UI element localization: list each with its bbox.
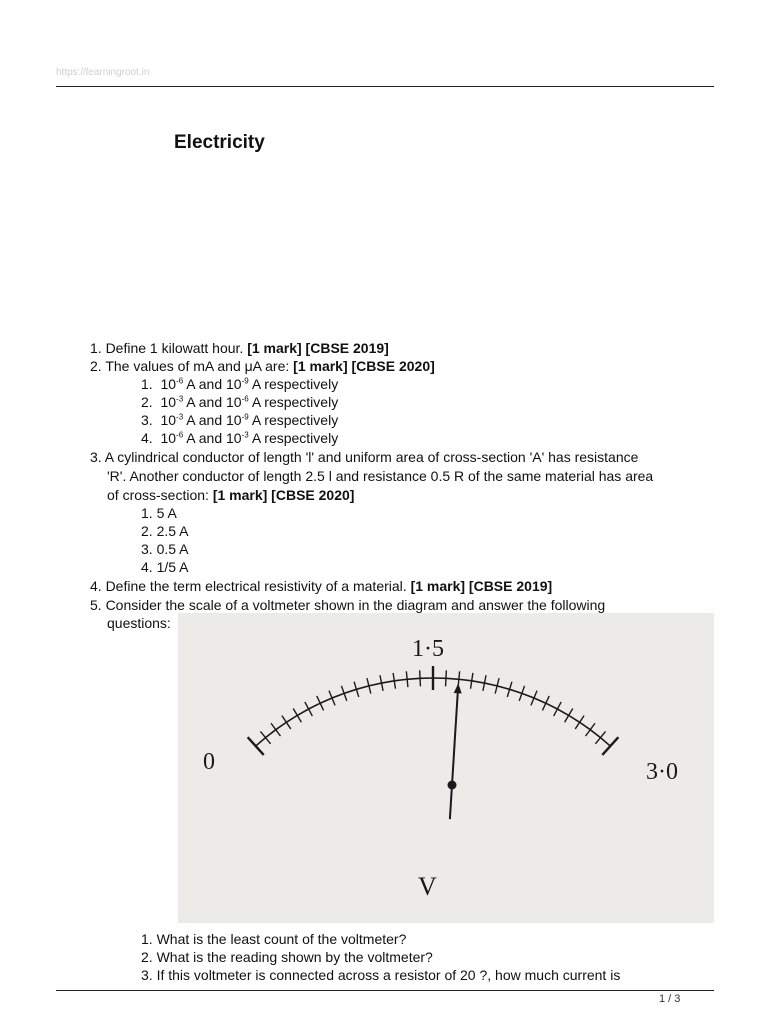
question-5-sub-1: 1. What is the least count of the voltmeter?	[141, 931, 407, 947]
scale-tick	[406, 671, 408, 687]
question-3-line-1: 3. A cylindrical conductor of length 'l' and uniform area of cross-section 'A' has resistance	[90, 449, 639, 465]
question-4: 4. Define the term electrical resistivity of a material. [1 mark] [CBSE 2019]	[90, 578, 553, 594]
scale-ticks	[248, 666, 619, 755]
scale-label-min: 0	[203, 749, 215, 775]
scale-tick	[446, 670, 447, 686]
header-url[interactable]: https://learningroot.in	[56, 67, 150, 78]
question-5-line-2: questions:	[107, 615, 171, 631]
scale-tick	[282, 716, 291, 729]
question-3-line-2: 'R'. Another conductor of length 2.5 l and resistance 0.5 R of the same material has area	[107, 468, 654, 484]
scale-tick	[542, 696, 549, 710]
scale-tick	[260, 731, 270, 743]
page-number: 1 / 3	[659, 993, 681, 1005]
question-3-option-4: 4. 1/5 A	[141, 559, 189, 575]
scale-tick	[248, 737, 264, 755]
footer-rule	[56, 990, 714, 991]
scale-tick	[554, 702, 562, 716]
question-3-line-3: of cross-section: [1 mark] [CBSE 2020]	[107, 487, 355, 503]
question-2	[90, 357, 435, 375]
scale-tick	[420, 670, 421, 686]
question-3-option-1: 1. 5 A	[141, 505, 177, 521]
voltmeter-scale-svg	[178, 613, 714, 923]
question-2-option-2: 2. $10^{-3}$ A and $10^{-6}$ A respectively	[141, 394, 339, 410]
scale-label-mid: 1·5	[412, 636, 444, 662]
needle-tip	[454, 683, 462, 693]
scale-tick	[586, 723, 595, 736]
scale-tick	[317, 696, 324, 710]
question-2-mark: [1 mark] [CBSE 2020]	[293, 358, 435, 374]
question-3-option-2: 2. 2.5 A	[141, 523, 189, 539]
scale-tick	[293, 709, 301, 723]
question-5-sub-2: 2. What is the reading shown by the voltmeter?	[141, 949, 433, 965]
scale-tick	[602, 737, 618, 755]
unit-label: V	[418, 872, 437, 901]
question-4-mark: [1 mark] [CBSE 2019]	[410, 578, 553, 594]
question-2-option-4: 4. $10^{-6}$ A and $10^{-3}$ A respectively	[141, 430, 339, 446]
scale-label-max: 3·0	[646, 759, 678, 785]
scale-tick	[305, 702, 313, 716]
question-2-option-1: 1. $10^{-6}$ A and $10^{-9}$ A respectively	[141, 376, 339, 392]
question-1-mark: [1 mark] [CBSE 2019]	[247, 340, 389, 356]
scale-tick	[595, 731, 605, 743]
question-5-sub-3: 3. If this voltmeter is connected across a resistor of 20 ?, how much current is	[141, 967, 621, 983]
question-5-line-1: 5. Consider the scale of a voltmeter shown in the diagram and answer the following	[90, 597, 606, 613]
page-title: Electricity	[174, 132, 265, 153]
scale-tick	[575, 716, 584, 729]
voltmeter-figure	[178, 613, 714, 923]
question-3-mark: [1 mark] [CBSE 2020]	[212, 487, 355, 503]
question-2-option-3: 3. $10^{-3}$ A and $10^{-9}$ A respectively	[141, 412, 339, 428]
question-1-text: 1. Define 1 kilowatt hour.	[90, 340, 248, 356]
question-3-option-3: 3. 0.5 A	[141, 541, 189, 557]
needle-pivot	[448, 781, 457, 790]
scale-tick	[271, 723, 280, 736]
header-rule	[56, 86, 714, 87]
needle	[450, 687, 458, 819]
question-1	[90, 339, 389, 357]
question-2-text: 2. The values of mA and μA are:	[90, 358, 294, 374]
scale-tick	[565, 709, 573, 723]
